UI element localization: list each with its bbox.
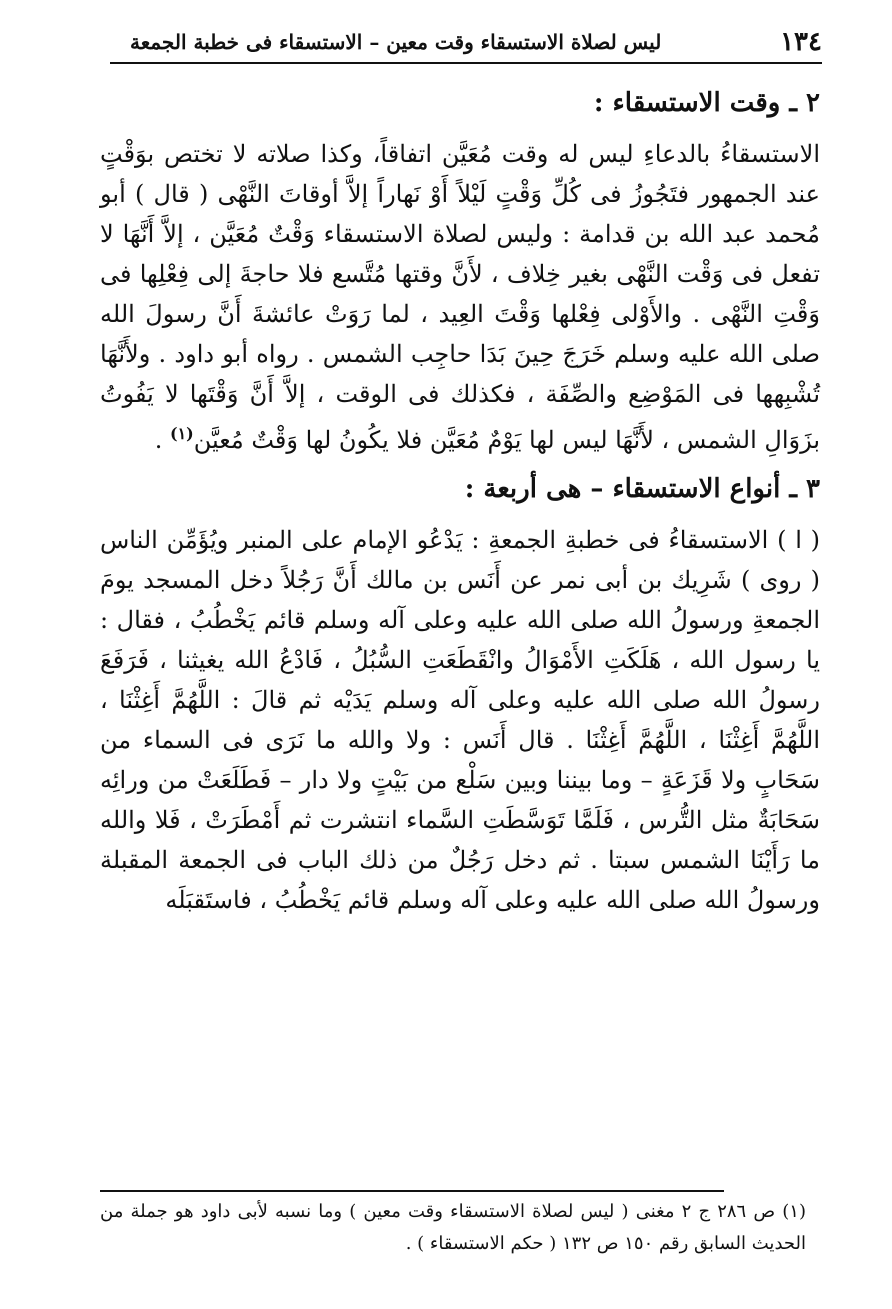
running-header: [110, 22, 822, 64]
footnotes: [100, 1196, 806, 1260]
paragraph-time: [100, 134, 820, 460]
footnote-divider: [100, 1190, 724, 1192]
running-title: ليس لصلاة الاستسقاء وقت معين – الاستسقاء فى خطبة الجمعة: [130, 30, 662, 54]
section-heading-types: ٣ ـ أنواع الاستسقاء – هى أربعة :: [464, 474, 820, 504]
section-heading-time: ٢ ـ وقت الاستسقاء :: [593, 88, 820, 118]
page-body: [100, 82, 820, 920]
page-number: ١٣٤: [780, 27, 822, 57]
footnote-ref[interactable]: (١): [170, 424, 194, 443]
paragraph-types: ( ا ) الاستسقاءُ فى خطبةِ الجمعةِ : يَدْعُو الإمام على المنبر ويُؤَمِّن الناس ( روى ) شَرِيك بن أبى نمر عن أَنَس بن مالك أَنَّ رَجُلاً دخل المسجد يومَ الجمعةِ ورسولُ الله صلى الله عليه وعلى آله وسلم قائم يَخْطُبُ ، فقال : يا رسول الله ، هَلَكَتِ الأَمْوَالُ وانْقَطَعَتِ السُّبُلُ ، فَادْعُ الله يغيثنا ، فَرَفَعَ رسولُ الله صلى الله عليه وعلى آله وسلم يَدَيْه ثم قالَ : اللَّهُمَّ أَغِثْنَا ، اللَّهُمَّ أَغِثْنَا ، اللَّهُمَّ أَغِثْنَا . قال أَنَس : ولا والله ما نَرَى فى السماء من سَحَابٍ ولا قَزَعَةٍ – وما بيننا وبين سَلْع من بَيْتٍ ولا دار – فَطَلَعَتْ من ورائِه سَحَابَةٌ مثل التُّرس ، فَلَمَّا تَوَسَّطَتِ السَّماء انتشرت ثم أَمْطَرَتْ ، فَلا والله ما رَأَيْنَا الشمس سبتا . ثم دخل رَجُلٌ من ذلك الباب فى الجمعة المقبلة ورسولُ الله صلى الله عليه وعلى آله وسلم قائم يَخْطُبُ ، فاستَقبَلَه: [100, 526, 820, 914]
paragraph-time-text: الاستسقاءُ بالدعاءِ ليس له وقت مُعَيَّن اتفاقاً، وكذا صلاته لا تختص بوَقْتٍ عند الجمهور فتَجُوزُ فى كُلِّ وَقْتٍ لَيْلاً أَوْ نَهاراً إلاَّ أوقاتَ النَّهْى ( قال ) أبو مُحمد عبد الله بن قدامة : وليس لصلاة الاستسقاء وَقْتٌ مُعَيَّن ، إلاَّ أَنَّهَا لا تفعل فى وَقْت النَّهْى بغير خِلاف ، لأَنَّ وقتها مُتَّسع فلا حاجةَ إلى فِعْلِها فى وَقْتِ النَّهْى . والأَوْلى فِعْلها وَقْتَ العِيد ، لما رَوَتْ عائشةَ أَنَّ رسولَ الله صلى الله عليه وسلم خَرَجَ حِينَ بَدَا حاجِب الشمس . رواه أبو داود . ولأَنَّهَا تُشْبِهها فى المَوْضِع والصِّفَة ، فكذلك فى الوقت ، إلاَّ أَنَّ وَقْتَها لا يَفُوتُ بزَوَالِ الشمس ، لأَنَّهَا ليس لها يَوْمٌ مُعَيَّن فلا يكُونُ لها وَقْتٌ مُعيَّن: [100, 140, 820, 454]
footnote-1: (١) ص ٢٨٦ ج ٢ مغنى ( ليس لصلاة الاستسقاء وقت معين ) وما نسبه لأبى داود هو جملة من الحديث السابق رقم ١٥٠ ص ١٣٢ ( حكم الاستسقاء ) .: [100, 1201, 806, 1254]
paragraph-time-end: .: [154, 426, 170, 454]
